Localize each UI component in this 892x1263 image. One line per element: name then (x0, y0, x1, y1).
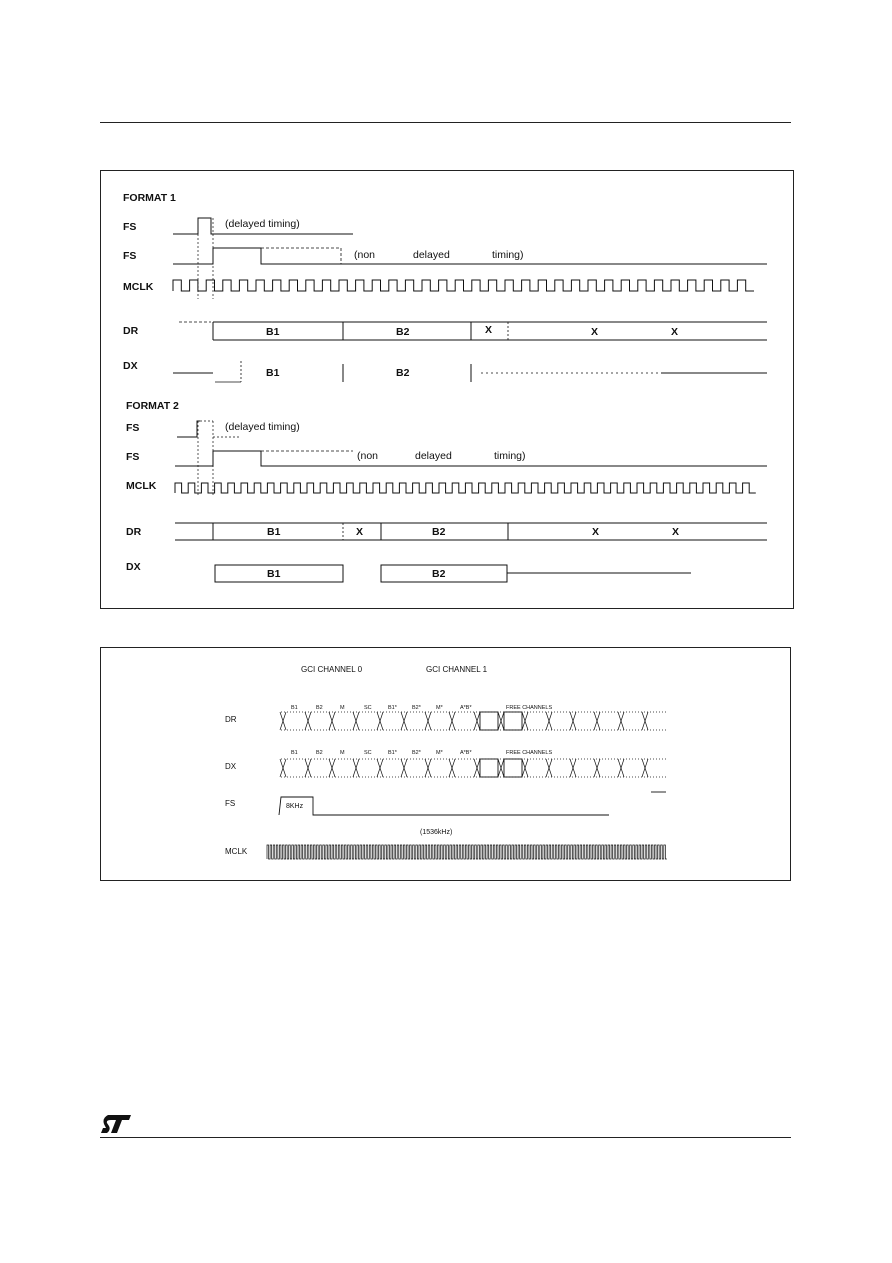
gci-dr-slot-headers (291, 705, 552, 711)
gci-dr-slot-edge (353, 712, 356, 730)
gci-dr-slot-edge (498, 712, 501, 730)
st-logo (100, 1113, 134, 1135)
format1-fs-label: FS (123, 221, 137, 233)
format1-nondelayed-note-3: timing) (492, 249, 524, 261)
format1-dr-slot-x2: X (591, 326, 599, 338)
format2-dr-slot-x3: X (672, 526, 680, 538)
gci-dr-slot-edge (525, 712, 528, 730)
gci-dx-slot-edge (308, 759, 311, 777)
gci-dr-slot-edge (356, 712, 359, 730)
gci-dr-slot-edge (404, 712, 407, 730)
gci-dx-slot-edge (549, 759, 552, 777)
gci-dr-free-slot (504, 712, 522, 730)
gci-dx-slot-edge (474, 759, 477, 777)
gci-dx-slot-edge (573, 759, 576, 777)
format1-heading: FORMAT 1 (123, 192, 176, 204)
gci-dx-slot-edge (621, 759, 624, 777)
gci-dr-slot-edge (449, 712, 452, 730)
gci-dr-slot-edge (380, 712, 383, 730)
gci-fs-label: FS (225, 799, 236, 808)
gci-dx-slot-edge (498, 759, 501, 777)
format1-dx-slot-b1: B1 (266, 367, 280, 379)
gci-timing-diagram (101, 648, 790, 880)
format1-nondelayed-note-1: (non (354, 249, 376, 261)
format1-mclk-label: MCLK (123, 281, 154, 293)
gci-dx-header-1: B2 (316, 750, 323, 756)
gci-dx-header-5: B2* (412, 750, 421, 756)
top-rule (100, 122, 791, 123)
format2-mclk-label: MCLK (126, 480, 157, 492)
gci-dx-slot-edge (452, 759, 455, 777)
format2-nondelayed-note-3: timing) (494, 450, 526, 462)
st-logo-text: ST (100, 1113, 102, 1114)
gci-dx-slot-edge (618, 759, 621, 777)
format1-dr-slot-x1: X (485, 324, 493, 336)
format1-nondelayed-note-2: delayed (413, 249, 450, 261)
gci-dr-header-4: B1* (388, 705, 397, 711)
gci-dr-slot-edge (501, 712, 504, 730)
gci-dx-slot-edge (645, 759, 648, 777)
gci-dx-header-6: M* (436, 750, 443, 756)
format1-dr-slot-b2: B2 (396, 326, 410, 338)
format1-dr-slot-b1: B1 (266, 326, 280, 338)
gci-dr-free-slot (480, 712, 498, 730)
format1-dx-slot-b2: B2 (396, 367, 410, 379)
format2-dx-label: DX (126, 561, 141, 573)
gci-dx-free-slot (504, 759, 522, 777)
format2-delayed-note: (delayed timing) (225, 421, 300, 433)
gci-dx-slot-edge (280, 759, 283, 777)
format2-dr-slot-b1: B1 (267, 526, 281, 538)
gci-dr-slot-edge (522, 712, 525, 730)
gci-dr-header-1: B2 (316, 705, 323, 711)
gci-dx-slot-edge (428, 759, 431, 777)
gci-dx-slot-edge (477, 759, 480, 777)
format2-dr-slot-x1: X (356, 526, 364, 538)
format1-fs2-label: FS (123, 250, 137, 262)
gci-dr-slot-edge (570, 712, 573, 730)
gci-dx-slot-edge (570, 759, 573, 777)
gci-dr-slot-edge (594, 712, 597, 730)
gci-dr-header-0: B1 (291, 705, 298, 711)
formats-frame (100, 170, 794, 609)
gci-dx-slot-edge (356, 759, 359, 777)
gci-dr-slot-edge (546, 712, 549, 730)
format2-dr-label: DR (126, 526, 142, 538)
gci-fs-wave (279, 797, 609, 815)
gci-dr-slot-edge (425, 712, 428, 730)
format2-heading: FORMAT 2 (126, 400, 179, 412)
gci-channel1-label: GCI CHANNEL 1 (426, 665, 488, 674)
gci-dx-slot-edge (525, 759, 528, 777)
gci-fs-note: 8KHz (286, 803, 304, 810)
format2-fs2-label: FS (126, 451, 140, 463)
gci-channel0-label: GCI CHANNEL 0 (301, 665, 363, 674)
gci-dx-slot-edge (332, 759, 335, 777)
gci-dr-header-2: M (340, 705, 345, 711)
format2-fs-nondelayed-wave (175, 451, 767, 466)
gci-dx-slot-edge (546, 759, 549, 777)
gci-dr-slot-edge (332, 712, 335, 730)
gci-dr-slot-edge (305, 712, 308, 730)
gci-dx-slot-edge (404, 759, 407, 777)
gci-dr-slot-edge (308, 712, 311, 730)
format1-dx-label: DX (123, 360, 138, 372)
gci-dx-slot-edge (305, 759, 308, 777)
gci-dx-header-3: SC (364, 750, 372, 756)
gci-dr-header-7: A*B* (460, 705, 472, 711)
gci-dr-label: DR (225, 715, 237, 724)
gci-dx-header-4: B1* (388, 750, 397, 756)
gci-dx-slot-edge (594, 759, 597, 777)
gci-dr-slot-edge (477, 712, 480, 730)
gci-dr-slot-edge (642, 712, 645, 730)
gci-dr-slot-edge (283, 712, 286, 730)
gci-dx-slot-headers (291, 750, 552, 756)
gci-dr-slot-edge (329, 712, 332, 730)
gci-dx-header-0: B1 (291, 750, 298, 756)
format2-dr-slot-x2: X (592, 526, 600, 538)
gci-dr-slot-edge (597, 712, 600, 730)
gci-dx-slot-edge (377, 759, 380, 777)
gci-dx-slot-edge (501, 759, 504, 777)
gci-dx-slot-edge (329, 759, 332, 777)
format2-fs-delayed-wave (177, 421, 200, 437)
gci-dx-slot-edge (522, 759, 525, 777)
gci-dr-header-3: SC (364, 705, 372, 711)
format1-dr-slot-x3: X (671, 326, 679, 338)
gci-dx-slot-edge (425, 759, 428, 777)
format1-mclk-wave (173, 280, 754, 291)
gci-dx-slot-edge (353, 759, 356, 777)
gci-frame (100, 647, 791, 881)
gci-dr-slot-edge (474, 712, 477, 730)
format2-mclk-wave (175, 483, 756, 493)
format2-fs-label: FS (126, 422, 140, 434)
bottom-rule (100, 1137, 791, 1138)
gci-dx-free-slot (480, 759, 498, 777)
format1-dr-label: DR (123, 325, 139, 337)
format1-delayed-note: (delayed timing) (225, 218, 300, 230)
gci-dx-slots (280, 759, 666, 777)
gci-dx-slot-edge (401, 759, 404, 777)
gci-dr-slot-edge (280, 712, 283, 730)
gci-dr-slot-edge (645, 712, 648, 730)
format2-nondelayed-note-1: (non (357, 450, 379, 462)
gci-dr-slots (280, 712, 666, 730)
gci-dx-header-8: FREE CHANNELS (506, 750, 553, 756)
gci-dr-slot-edge (377, 712, 380, 730)
gci-dx-header-7: A*B* (460, 750, 472, 756)
gci-dx-slot-edge (642, 759, 645, 777)
gci-dr-slot-edge (618, 712, 621, 730)
format2-dr-slot-b2: B2 (432, 526, 446, 538)
gci-dr-header-5: B2* (412, 705, 421, 711)
gci-dx-header-2: M (340, 750, 345, 756)
gci-dr-header-8: FREE CHANNELS (506, 705, 553, 711)
gci-dx-label: DX (225, 762, 237, 771)
gci-dr-slot-edge (401, 712, 404, 730)
formats-timing-diagram (101, 171, 793, 608)
gci-dr-header-6: M* (436, 705, 443, 711)
gci-mclk-label: MCLK (225, 847, 248, 856)
gci-dr-slot-edge (621, 712, 624, 730)
gci-mclk-note: (1536kHz) (420, 829, 453, 836)
gci-dx-slot-edge (597, 759, 600, 777)
format2-nondelayed-note-2: delayed (415, 450, 452, 462)
gci-dr-slot-edge (428, 712, 431, 730)
gci-dx-slot-edge (380, 759, 383, 777)
gci-dr-slot-edge (573, 712, 576, 730)
gci-mclk-wave (267, 845, 667, 859)
gci-dr-slot-edge (549, 712, 552, 730)
gci-dx-slot-edge (449, 759, 452, 777)
format2-dx-slot-b1: B1 (267, 568, 281, 580)
gci-dx-slot-edge (283, 759, 286, 777)
format1-fs-nondelayed-wave (173, 248, 767, 264)
format2-dx-slot-b2: B2 (432, 568, 446, 580)
gci-dr-slot-edge (452, 712, 455, 730)
